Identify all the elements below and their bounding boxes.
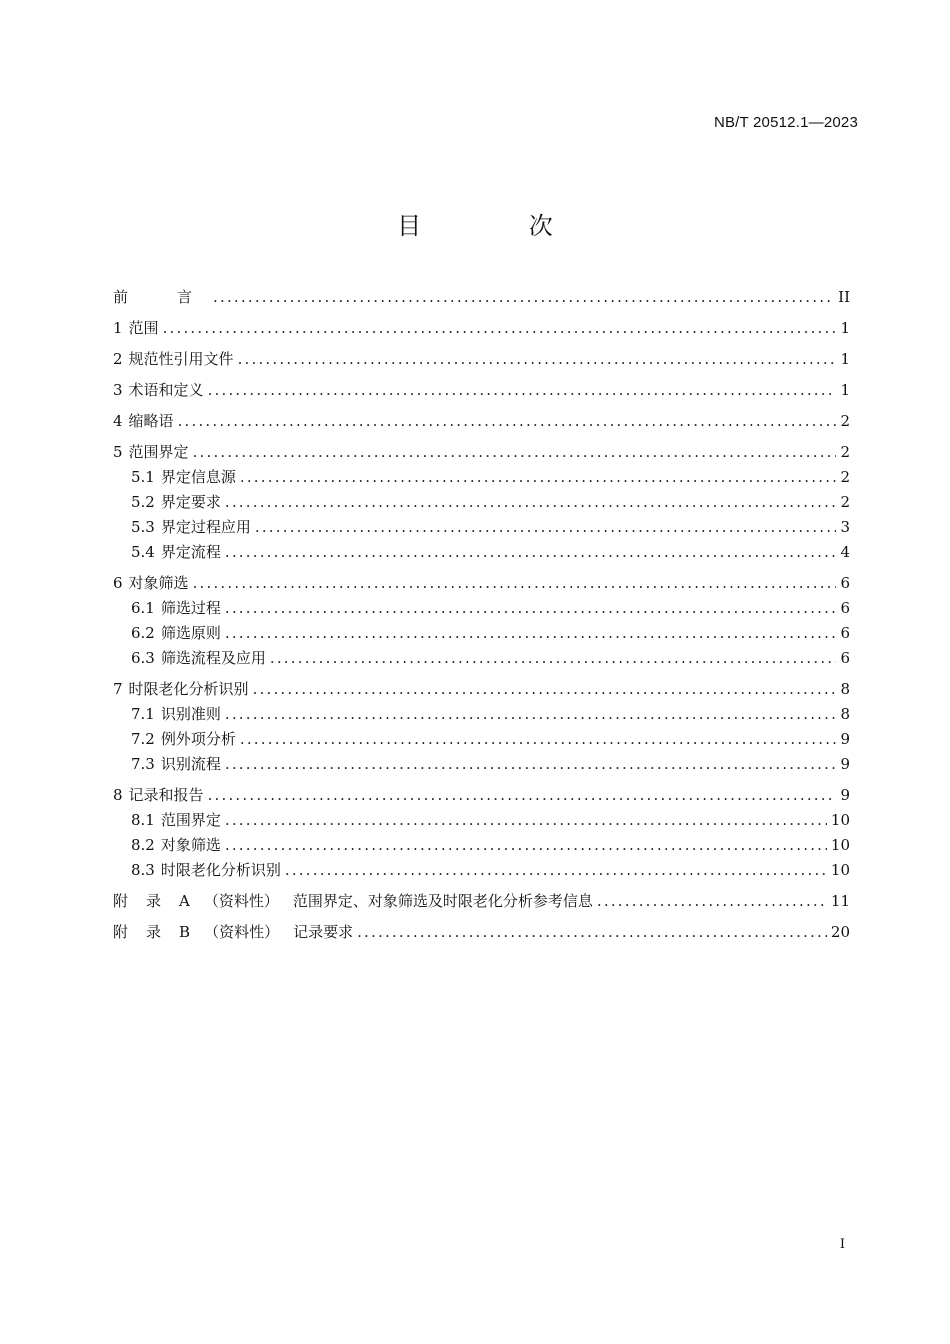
toc-entry-page: 2 [840,443,850,461]
leader-dots [208,381,836,399]
leader-dots [240,468,836,486]
toc-entry-label: 筛选过程 [160,599,221,617]
toc-entry-page: 6 [840,624,850,642]
toc-entry-5-2[interactable] [113,491,850,516]
toc-entry-label: 界定信息源 [160,468,236,486]
leader-dots [225,624,836,642]
leader-dots [208,786,836,804]
toc-entry-label: 识别准则 [160,705,221,723]
toc-entry-page: 11 [830,892,850,910]
toc-entry-6[interactable] [113,572,850,597]
toc-entry-number: 5.3 [131,518,155,536]
leader-dots [225,493,836,511]
toc-entry-page: 9 [840,786,850,804]
toc-entry-number: 8.3 [131,861,155,879]
toc-entry-number: 6.2 [131,624,155,642]
toc-entry-8-1[interactable] [113,809,850,834]
toc-entry-page: 1 [840,350,850,368]
toc-entry-8[interactable] [113,784,850,809]
toc-entry-number: 2 [113,350,123,368]
leader-dots [225,811,827,829]
leader-dots [270,649,836,667]
toc-entry-label: 缩略语 [128,412,174,430]
toc-entry-appendix-b[interactable] [113,921,850,946]
toc-entry-label: 筛选原则 [160,624,221,642]
leader-dots [193,574,836,592]
toc-entry-5[interactable] [113,441,850,466]
toc-entry-label: 时限老化分析识别 [160,861,281,879]
toc-entry-8-2[interactable] [113,834,850,859]
toc-entry-page: 10 [830,811,850,829]
appendix-word: 录 [146,923,162,941]
appendix-letter: A [179,892,190,910]
toc-entry-label: 范围 [128,319,159,337]
toc-entry-page: 6 [840,599,850,617]
toc-entry-label: 对象筛选 [160,836,221,854]
toc-entry-6-3[interactable] [113,647,850,672]
toc-entry-preface[interactable] [113,286,850,311]
toc-entry-4[interactable] [113,410,850,435]
page-title: 目 次 [397,212,603,240]
toc-entry-5-3[interactable] [113,516,850,541]
toc-entry-label: 范围界定 [128,443,189,461]
toc-entry-label: 规范性引用文件 [128,350,234,368]
toc-entry-page: 3 [840,518,850,536]
toc-entry-label: 前 言 [113,288,210,306]
leader-dots [255,518,836,536]
appendix-prefix: 附 [113,892,129,910]
toc-entry-number: 8.1 [131,811,155,829]
toc-entry-7-2[interactable] [113,728,850,753]
leader-dots [178,412,836,430]
toc-entry-label: 例外项分析 [160,730,236,748]
leader-dots [240,730,836,748]
toc-entry-label: 范围界定 [160,811,221,829]
toc-entry-number: 7 [113,680,123,698]
document-number: NB/T 20512.1—2023 [713,114,858,131]
toc-entry-5-4[interactable] [113,541,850,566]
toc-entry-number: 5.2 [131,493,155,511]
toc-entry-number: 6.1 [131,599,155,617]
leader-dots [163,319,836,337]
toc-entry-number: 5 [113,443,123,461]
toc-entry-number: 6.3 [131,649,155,667]
leader-dots [225,599,836,617]
toc-entry-number: 8 [113,786,123,804]
toc-entry-number: 8.2 [131,836,155,854]
toc-entry-page: 9 [840,755,850,773]
appendix-type: （资料性） [204,923,280,941]
leader-dots [193,443,836,461]
toc-entry-label: 术语和定义 [128,381,204,399]
toc-entry-8-3[interactable] [113,859,850,884]
toc-entry-page: 4 [840,543,850,561]
toc-entry-7-3[interactable] [113,753,850,778]
leader-dots [285,861,827,879]
toc-entry-label: 范围界定、对象筛选及时限老化分析参考信息 [292,892,593,910]
toc-entry-page: 8 [840,705,850,723]
toc-entry-number: 7.3 [131,755,155,773]
toc-entry-label: 对象筛选 [128,574,189,592]
toc-entry-5-1[interactable] [113,466,850,491]
toc-entry-appendix-a[interactable] [113,890,850,915]
toc-entry-1[interactable] [113,317,850,342]
leader-dots [225,755,836,773]
toc-entry-page: 6 [840,649,850,667]
toc-entry-number: 7.1 [131,705,155,723]
toc-entry-page: 1 [840,381,850,399]
toc-entry-label: 时限老化分析识别 [128,680,249,698]
leader-dots [225,836,827,854]
toc-entry-number: 1 [113,319,123,337]
toc-entry-page: 10 [830,861,850,879]
toc-entry-page: II [838,288,850,306]
appendix-type: （资料性） [203,892,279,910]
toc-entry-page: 2 [840,468,850,486]
toc-entry-7[interactable] [113,678,850,703]
toc-entry-page: 1 [840,319,850,337]
toc-entry-label: 界定要求 [160,493,221,511]
page-number: I [839,1237,845,1252]
toc-entry-6-2[interactable] [113,622,850,647]
toc-entry-label: 界定流程 [160,543,221,561]
toc-entry-page: 2 [840,493,850,511]
toc-entry-page: 9 [840,730,850,748]
toc-entry-page: 6 [840,574,850,592]
toc-entry-page: 2 [840,412,850,430]
leader-dots [253,680,836,698]
toc-entry-page: 10 [830,836,850,854]
toc-entry-number: 7.2 [131,730,155,748]
table-of-contents [113,286,850,946]
appendix-word: 录 [146,892,162,910]
leader-dots [597,892,827,910]
toc-entry-number: 4 [113,412,123,430]
appendix-letter: B [179,923,191,941]
leader-dots [225,543,836,561]
toc-entry-number: 3 [113,381,123,399]
toc-entry-3[interactable] [113,379,850,404]
toc-entry-page: 8 [840,680,850,698]
toc-entry-label: 记录和报告 [128,786,204,804]
toc-entry-6-1[interactable] [113,597,850,622]
leader-dots [357,923,827,941]
toc-entry-number: 5.1 [131,468,155,486]
leader-dots [213,288,834,306]
leader-dots [225,705,836,723]
toc-entry-label: 筛选流程及应用 [160,649,266,667]
toc-entry-page: 20 [830,923,850,941]
toc-entry-7-1[interactable] [113,703,850,728]
toc-entry-2[interactable] [113,348,850,373]
appendix-prefix: 附 [113,923,129,941]
toc-entry-number: 6 [113,574,123,592]
toc-entry-label: 记录要求 [293,923,354,941]
toc-entry-label: 识别流程 [160,755,221,773]
toc-entry-label: 界定过程应用 [160,518,251,536]
toc-entry-number: 5.4 [131,543,155,561]
leader-dots [238,350,836,368]
